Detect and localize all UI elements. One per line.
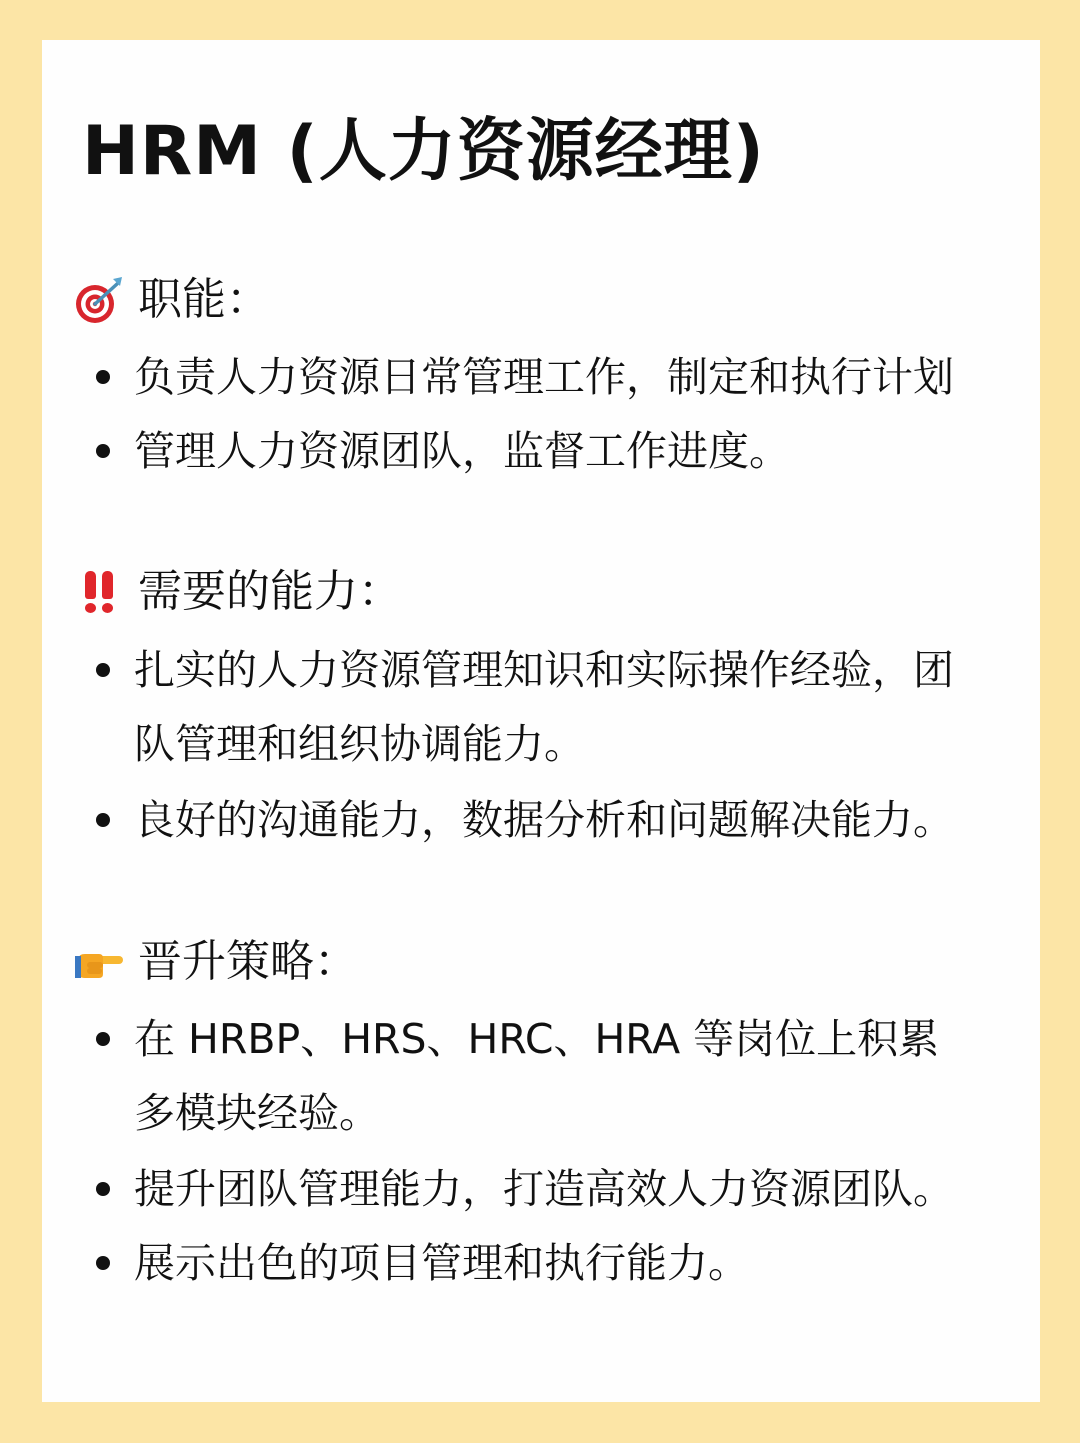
page-title: HRM (人力资源经理)	[82, 112, 765, 191]
list-item-text: 良好的沟通能力，数据分析和问题解决能力。	[134, 796, 954, 844]
section-heading-label: 职能：	[138, 274, 270, 325]
section-heading-functions	[72, 270, 270, 330]
list-item-text: 在 HRBP、HRS、HRC、HRA 等岗位上积累	[134, 1015, 940, 1063]
bullet-dot	[96, 663, 110, 677]
bullet-dot	[96, 813, 110, 827]
section-heading-label: 晋升策略：	[138, 936, 358, 987]
bullet-dot	[96, 444, 110, 458]
double-exclamation-icon	[72, 565, 126, 619]
list-item-text: 扎实的人力资源管理知识和实际操作经验，团	[134, 646, 954, 694]
bullet-dot	[96, 1032, 110, 1046]
bullet-dot	[96, 1256, 110, 1270]
list-item-text: 展示出色的项目管理和执行能力。	[134, 1239, 749, 1287]
list-item-text: 队管理和组织协调能力。	[134, 720, 585, 768]
pointing-hand-icon	[72, 935, 126, 989]
section-heading-promotion	[72, 932, 358, 992]
section-heading-skills	[72, 562, 402, 622]
list-item-text: 多模块经验。	[134, 1089, 380, 1137]
section-heading-label: 需要的能力：	[138, 566, 402, 617]
list-item-text: 提升团队管理能力，打造高效人力资源团队。	[134, 1165, 954, 1213]
list-item-text: 负责人力资源日常管理工作，制定和执行计划	[134, 353, 954, 401]
bullet-dot	[96, 370, 110, 384]
bullet-dot	[96, 1182, 110, 1196]
target-dart-icon	[72, 273, 126, 327]
list-item-text: 管理人力资源团队，监督工作进度。	[134, 427, 790, 475]
